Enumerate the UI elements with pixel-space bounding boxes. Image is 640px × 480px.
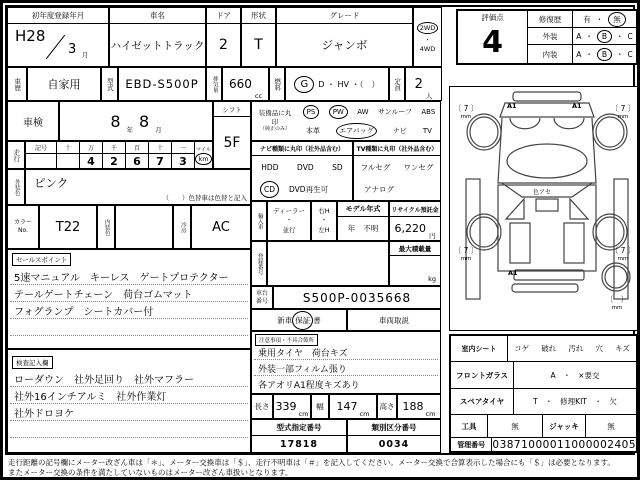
inspector-note-line: 社外16インチアルミ 社外作業灯 <box>10 387 248 404</box>
model-code-label: 型式 <box>101 67 118 101</box>
color-number-label: カラーNo. <box>7 205 39 249</box>
disclaimer <box>8 458 632 478</box>
grade-dot: ・ <box>585 31 593 41</box>
length-unit: cm <box>298 410 309 418</box>
grade-cell <box>276 7 413 67</box>
circle-mark-km: km <box>195 153 211 165</box>
tire-depth-unit: mm <box>611 305 623 311</box>
fuel-cell <box>285 67 389 101</box>
seat-option: 汚れ <box>568 344 584 353</box>
door-cell <box>206 7 241 67</box>
mileage-mile-label: マイル <box>196 146 211 153</box>
first-registration-month-unit: 月 <box>82 51 89 59</box>
classification-value: 0034 <box>378 438 410 450</box>
first-registration-month: 3 <box>68 42 77 57</box>
circle-mark-ps: PS <box>303 105 320 119</box>
import-handle-cell <box>311 201 337 241</box>
interior-grade-row <box>528 45 636 63</box>
date-slash <box>46 35 65 59</box>
registration-number-value <box>267 241 389 286</box>
type-designation-label: 型式指定番号 <box>252 420 346 436</box>
management-number-label: 管理番号 <box>451 438 492 451</box>
drivetrain-cell <box>413 7 442 67</box>
exterior-grade-label: 外装 <box>528 28 573 44</box>
grade-c: C <box>627 49 633 59</box>
grade-dot: ・ <box>616 49 624 59</box>
manual-cell: 車両取説 <box>347 309 441 331</box>
warranty-cell <box>251 309 347 331</box>
import-parallel: 並行 <box>282 225 296 234</box>
grade-dot: ・ <box>585 49 593 59</box>
max-load-unit: kg <box>428 275 436 283</box>
width-value: 147 <box>336 400 358 413</box>
equipment-item: AW <box>357 107 369 116</box>
classification-cell <box>347 419 441 453</box>
grade-c: C <box>627 31 633 41</box>
seat-option: 穴 <box>595 344 603 353</box>
spare-tire-value: T ・ 修理KIT ・ 欠 <box>533 397 617 406</box>
damage-mark-a1-front-left: A1 <box>507 102 517 110</box>
mileage-digit: 2 <box>110 154 118 168</box>
tire-depth-value: 〔 7 〕 <box>610 104 636 113</box>
door-value: 2 <box>219 37 228 53</box>
mileage-digit: 7 <box>156 154 164 168</box>
mileage-digit <box>57 154 79 168</box>
equipment-item: サンルーフ <box>377 107 413 116</box>
windshield-value: A ・ ×要交 <box>550 370 600 380</box>
seat-option: キズ <box>615 344 630 353</box>
navi-item: SD <box>332 162 343 172</box>
width-label: 幅 <box>311 394 329 419</box>
sales-point-line: テールゲートチェーン 荷台ゴムマット <box>10 285 248 302</box>
tire-depth-unit: mm <box>617 114 629 120</box>
interior-color-value <box>115 205 173 249</box>
recycle-deposit-value: 6,220 <box>394 222 426 235</box>
mileage-header: 一 <box>172 142 194 154</box>
navi-item: HDD <box>261 162 279 172</box>
interior-grade-label: 内装 <box>528 45 573 63</box>
classification-label: 類別区分番号 <box>348 420 440 436</box>
displacement-unit: cc <box>254 92 263 100</box>
height-unit: cm <box>425 410 436 418</box>
inspector-note-line: ローダウン 社外足回り 社外マフラー <box>10 370 248 387</box>
navi-section <box>251 141 353 201</box>
mileage-header: 十 <box>149 142 171 154</box>
model-year-unknown: 不明 <box>363 224 379 233</box>
color-number-value: T22 <box>39 205 97 249</box>
usage-label: 車歴 <box>7 67 27 101</box>
repair-history-row <box>528 11 636 28</box>
rating-score-label: 評価点 <box>481 13 504 22</box>
mileage-digit: 4 <box>87 154 95 168</box>
shaken-year: 8 <box>110 111 121 131</box>
circle-mark-cd: CD <box>260 181 279 198</box>
circle-mark-2wd: 2WD <box>417 22 439 34</box>
caution-line: 外装一部フィルム張り <box>254 360 438 376</box>
fuel-label: 燃料 <box>269 67 285 101</box>
warranty-text-pre: 新車 <box>277 315 293 325</box>
capacity-value: 2 <box>414 76 423 92</box>
tire-depth-spare <box>602 294 632 311</box>
car-name-cell <box>109 7 206 67</box>
rating-box <box>456 9 638 65</box>
displacement-label: 排気量 <box>206 67 222 101</box>
width-unit: cm <box>359 410 370 418</box>
exterior-color-label: 外装色 <box>7 169 25 205</box>
mileage-header: 万 <box>80 142 102 154</box>
shaken-month: 8 <box>139 111 150 131</box>
exterior-color-note: （ ）色替車は色替と記入 <box>162 194 247 202</box>
mileage-digit: 6 <box>133 154 141 168</box>
tools-value: 無 <box>488 415 543 437</box>
tire-depth-value: 〔 7 〕 <box>453 104 479 113</box>
sales-points-section <box>7 249 251 349</box>
inspector-note-line-empty <box>10 438 248 452</box>
tire-depth-rear-left <box>451 245 481 262</box>
handle-left: 左H <box>318 225 330 234</box>
rating-score-value: 4 <box>482 24 503 60</box>
width-cell <box>329 394 377 419</box>
tire-depth-value: 〔 〕 <box>605 295 629 304</box>
circle-mark-airbag: エアバッグ <box>336 123 376 139</box>
body-shape-label: 形状 <box>242 8 275 24</box>
damage-mark-a1-front-right: A1 <box>572 102 582 110</box>
tire-depth-value: 〔 7 〕 <box>610 246 636 255</box>
interior-color-label: 内装色 <box>97 205 115 249</box>
circle-mark-warranty: 保証 <box>292 311 313 330</box>
tire-depth-value: 〔 7 〕 <box>453 246 479 255</box>
windshield-row <box>451 362 636 389</box>
tv-item: ワンセグ <box>403 162 434 172</box>
capacity-unit: 人 <box>425 92 433 100</box>
equipment-item: 本革 <box>306 126 321 135</box>
inspector-notes-section <box>7 349 251 453</box>
color-fade-note: 色アセ <box>533 189 551 196</box>
mileage-header: 百 <box>126 142 148 154</box>
shaken-value <box>59 101 213 141</box>
capacity-label: 定員 <box>389 67 405 101</box>
recycle-deposit-cell <box>389 201 441 241</box>
cautions-section <box>251 331 441 394</box>
grade-a: A <box>576 49 582 59</box>
model-year-cell <box>337 201 389 241</box>
navi-label: ナビ種類に丸印（社外品含む） <box>252 142 352 156</box>
recycle-deposit-label: リサイクル預託金 <box>390 202 440 217</box>
grade-value: ジャンボ <box>321 38 368 52</box>
repair-dot: ・ <box>595 14 604 24</box>
tire-depth-unit: mm <box>460 256 472 262</box>
navi-item: DVD <box>297 162 314 172</box>
recycle-deposit-unit: 円 <box>429 232 436 240</box>
grade-label: グレード <box>277 8 412 24</box>
mileage-digit <box>26 154 56 168</box>
circle-mark-interior-b: B <box>597 48 612 61</box>
tv-section <box>353 141 441 201</box>
exterior-grade-row <box>528 28 636 45</box>
rating-score-cell <box>458 11 528 63</box>
chassis-number-value: S500P-0035668 <box>273 286 441 309</box>
disclaimer-line-2: またメーター交換の条件を満たしていないものはメーター改ざん車扱いとなります。 <box>8 468 293 478</box>
inspector-note-line-empty <box>10 421 248 438</box>
circle-mark-fuel-g: G <box>294 76 314 93</box>
tire-depth-unit: mm <box>617 256 629 262</box>
mileage-header: 千 <box>103 142 125 154</box>
displacement-value: 660 <box>228 77 252 91</box>
equipment-label: 装備品に丸印 <box>258 109 292 126</box>
capacity-cell <box>405 67 442 101</box>
grade-dot: ・ <box>616 31 624 41</box>
mileage-digit: 3 <box>179 154 187 168</box>
circle-mark-pw: PW <box>329 105 348 119</box>
inspector-notes-tag: 検査記入欄 <box>12 356 53 369</box>
cautions-tag: 注意事項・不具合箇所 <box>255 334 318 346</box>
seat-option: コゲ <box>514 344 530 353</box>
fuel-options: D ・ HV ・（ ） <box>318 79 380 89</box>
shaken-month-unit: 月 <box>155 126 162 134</box>
import-dealer-cell <box>267 201 311 241</box>
management-number-value: 03871000011000002405 <box>492 438 636 451</box>
circle-mark-exterior-b: B <box>597 30 612 43</box>
aircon-value: AC <box>191 205 251 249</box>
tv-label: TV種類に丸印（社外品含む） <box>354 142 440 156</box>
height-value: 188 <box>402 400 424 413</box>
tire-depth-rear-right <box>608 245 638 262</box>
sales-point-line-empty <box>10 336 248 349</box>
shift-label: シフト <box>214 102 250 117</box>
car-diagram <box>449 86 638 331</box>
equipment-section <box>251 101 441 141</box>
spare-tire-row <box>451 389 636 415</box>
equipment-item: ナビ <box>392 126 407 135</box>
sales-point-line: 5速マニュアル キーレス ゲートプロテクター <box>10 268 248 285</box>
equipment-sub-label: （純正のみ） <box>259 126 290 133</box>
caution-line: 乗用タイヤ 荷台キズ <box>254 345 438 360</box>
handle-dot: ・ <box>320 216 328 225</box>
circle-mark-no-repair: 無 <box>608 12 626 27</box>
seat-condition-row <box>451 336 636 362</box>
exterior-color-cell <box>25 169 251 205</box>
mileage-label: 走行 <box>7 141 25 169</box>
repair-history-label: 修復歴 <box>528 11 573 27</box>
type-designation-cell <box>251 419 347 453</box>
model-year-label: モデル年式 <box>338 202 388 217</box>
first-registration-cell <box>7 7 109 67</box>
seat-option: 破れ <box>541 344 557 353</box>
main-table <box>5 5 635 455</box>
sales-point-line: フォグランプ シートカバー付 <box>10 302 248 319</box>
door-label: ドア <box>207 8 240 24</box>
max-load-cell <box>389 241 441 286</box>
seat-label: 室内シート <box>451 336 508 361</box>
mileage-header: 十 <box>57 142 79 154</box>
grade-a: A <box>576 31 582 41</box>
chassis-number-label: 車台番号 <box>251 286 273 309</box>
shaken-year-unit: 年 <box>126 126 133 134</box>
first-registration-year: H28 <box>15 27 46 45</box>
import-label: 輸入車 <box>251 201 267 241</box>
repair-yes: 有 <box>583 14 591 24</box>
usage-value: 自家用 <box>27 67 101 101</box>
length-cell <box>273 394 311 419</box>
condition-panel <box>449 334 638 453</box>
drivetrain-4wd: 4WD <box>419 44 436 53</box>
sales-point-line-empty <box>10 319 248 336</box>
shaken-label: 車検 <box>7 101 59 141</box>
body-shape-value: T <box>254 37 263 53</box>
import-dot: ・ <box>285 216 293 225</box>
length-label: 長さ <box>251 394 273 419</box>
tire-depth-front-right <box>608 103 638 120</box>
mileage-header-symbol: 記号 <box>26 142 56 154</box>
management-number-row <box>451 438 636 451</box>
length-value: 339 <box>275 400 297 413</box>
jack-label: ジャッキ <box>543 415 586 437</box>
jack-value: 無 <box>607 421 615 431</box>
aircon-label: 冷房 <box>173 205 191 249</box>
registration-number-label: 登録番号 <box>251 241 267 286</box>
tv-item: アナログ <box>364 184 394 194</box>
type-designation-value: 17818 <box>279 438 319 450</box>
exterior-color-value: ピンク <box>34 176 69 190</box>
shift-value: 5F <box>223 134 241 151</box>
equipment-item: TV <box>422 126 432 135</box>
sales-points-tag: セールスポイント <box>12 253 71 266</box>
model-year-char: 年 <box>347 224 356 233</box>
first-registration-label: 初年度登録年月 <box>8 8 108 24</box>
caution-line: 各アオリA1程度キズあり <box>258 381 360 391</box>
handle-right: 右H <box>318 207 330 216</box>
equipment-item: ABS <box>421 107 436 116</box>
disclaimer-line-1: 走行距離の記号欄にメーター改ざん車は「＊」、メーター交換車は「＄」、走行不明車は「＃」を記入してください。メーター交換で合算表示した場合にも「＄」は必要となります。 <box>8 458 615 467</box>
car-name-label: 車名 <box>110 8 205 24</box>
navi-item: DVD再生可 <box>289 184 329 194</box>
warranty-text-post: 書 <box>313 315 321 325</box>
tire-depth-unit: mm <box>460 114 472 120</box>
damage-mark-a1-rear: A1 <box>508 269 518 277</box>
tools-row <box>451 415 636 438</box>
inspector-note-line: 社外ドロヨケ <box>10 404 248 421</box>
mileage-grid <box>25 141 213 169</box>
tools-label: 工具 <box>451 415 488 437</box>
tire-depth-front-left <box>451 103 481 120</box>
import-dealer: ディーラー <box>273 207 305 216</box>
car-name-value: ハイゼットトラック <box>110 39 205 52</box>
height-label: 高さ <box>377 394 397 419</box>
model-code-value: EBD-S500P <box>118 67 206 101</box>
shift-cell <box>213 101 251 169</box>
displacement-cell <box>222 67 269 101</box>
max-load-label: 最大積載量 <box>390 242 440 256</box>
tv-item: フルセグ <box>360 162 391 172</box>
body-shape-cell <box>241 7 276 67</box>
height-cell <box>397 394 441 419</box>
spare-tire-label: スペアタイヤ <box>451 389 514 414</box>
drivetrain-dot: ・ <box>424 35 431 44</box>
windshield-label: フロントガラス <box>451 362 514 388</box>
